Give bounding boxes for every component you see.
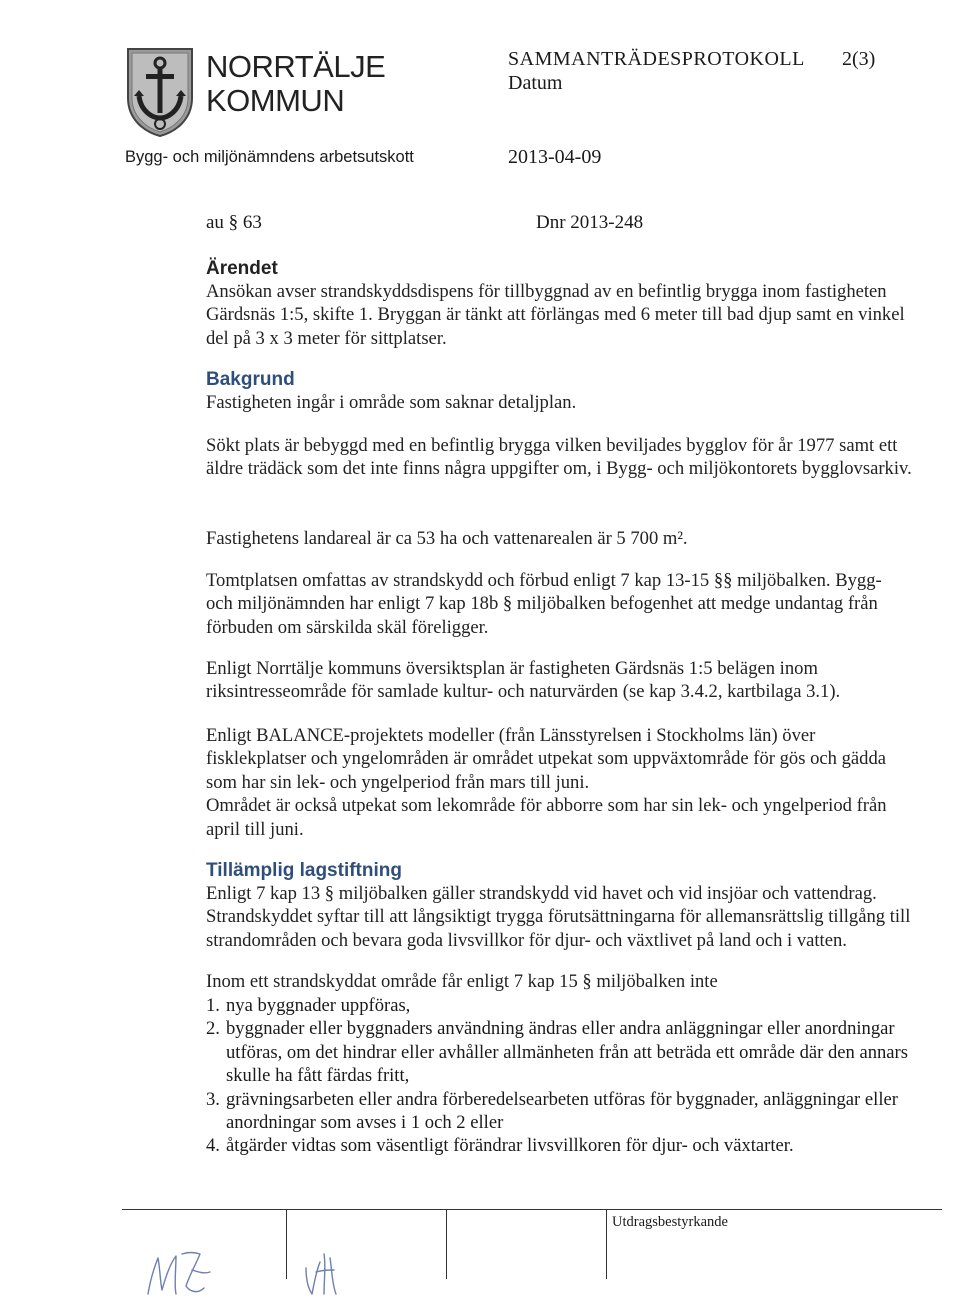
list-item-text: grävningsarbeten eller andra förberedelsearbeten utföras för byggnader, anläggningar eller anordningar som avses i 1 och 2 eller bbox=[226, 1088, 898, 1134]
list-item-text: byggnader eller byggnaders användning ändras eller andra anläggningar eller anordningar utföras, om det hindrar eller avhåller allmänheten från att beträda ett område där den annars skulle ha fått färdas fritt, bbox=[226, 1018, 908, 1087]
paragraph-arendet: Ansökan avser strandskyddsdispens för tillbyggnad av en befintlig brygga inom fastigheten Gärdsnäs 1:5, skifte 1. Bryggan är tänkt att förlängas med 6 meter till bad djup samt en vinkel del på 3 x 3 meter för sittplatser. bbox=[206, 281, 905, 349]
date-label: Datum bbox=[508, 72, 563, 94]
committee-name: Bygg- och miljönämndens arbetsutskott bbox=[125, 148, 414, 166]
municipality-coat-of-arms bbox=[125, 46, 195, 138]
list-item bbox=[206, 1017, 926, 1087]
organization-name bbox=[206, 50, 385, 118]
paragraph-existing-structures: Sökt plats är bebyggd med en befintlig brygga vilken beviljades bygglov för år 1977 samt ett äldre trädäck som det inte finns några uppgifter om, i Bygg- och miljökontorets bygglovsarkiv. bbox=[206, 435, 912, 480]
paragraph-bakgrund: Fastigheten ingår i område som saknar detaljplan. bbox=[206, 392, 577, 413]
handwritten-initials bbox=[140, 1228, 360, 1308]
page-number: 2(3) bbox=[842, 48, 876, 70]
prohibitions-list bbox=[206, 994, 926, 1158]
paragraph-prohibitions-intro: Inom ett strandskyddat område får enligt 7 kap 15 § miljöbalken inte bbox=[206, 971, 718, 992]
organization-name-line1: NORRTÄLJE bbox=[206, 49, 386, 84]
list-item-text: nya byggnader uppföras, bbox=[226, 995, 411, 1016]
footer-divider bbox=[446, 1209, 447, 1279]
document-type: SAMMANTRÄDESPROTOKOLL bbox=[508, 48, 805, 70]
list-item-text: åtgärder vidtas som väsentligt förändrar livsvillkoren för djur- och växtarter. bbox=[226, 1135, 794, 1157]
case-paragraph-number: au § 63 bbox=[206, 212, 262, 233]
list-item-number: 2. bbox=[206, 1018, 220, 1040]
organization-name-line2: KOMMUN bbox=[206, 83, 345, 118]
paragraph-balance-project: Enligt BALANCE-projektets modeller (från Länsstyrelsen i Stockholms län) över fisklekplatser och yngelområden är området utpekat som uppväxtområde för gös och gädda som har sin lek- och yngelperiod från mars till juni. bbox=[206, 725, 887, 793]
case-registration-number: Dnr 2013-248 bbox=[536, 212, 644, 233]
list-item-number: 1. bbox=[206, 995, 220, 1016]
paragraph-property-area: Fastighetens landareal är ca 53 ha och vattenarealen är 5 700 m². bbox=[206, 528, 688, 549]
paragraph-applicable-law: Enligt 7 kap 13 § miljöbalken gäller strandskydd vid havet och vid insjöar och vattendrag. Strandskyddet syftar till att långsiktigt trygga förutsättningarna för allemansrättslig tillgång till strandområden och bevara goda livsvillkor för djur- och växtlivet på land och i vatten. bbox=[206, 883, 911, 951]
list-item-number: 3. bbox=[206, 1088, 220, 1110]
footer-rule bbox=[122, 1209, 942, 1210]
paragraph-perch-spawning: Området är också utpekat som lekområde för abborre som har sin lek- och yngelperiod från april till juni. bbox=[206, 795, 887, 840]
heading-arendet: Ärendet bbox=[206, 258, 278, 279]
list-item bbox=[206, 994, 926, 1017]
list-item bbox=[206, 1134, 926, 1157]
paragraph-fish-spawning bbox=[206, 724, 906, 841]
list-item-number: 4. bbox=[206, 1135, 220, 1157]
list-item bbox=[206, 1088, 926, 1135]
heading-bakgrund: Bakgrund bbox=[206, 369, 295, 390]
paragraph-shore-protection: Tomtplatsen omfattas av strandskydd och förbud enligt 7 kap 13-15 §§ miljöbalken. Bygg- och miljönämnden har enligt 7 kap 18b § miljöbalken befogenhet att medge undantag från förbuden om särskilda skäl föreligger. bbox=[206, 570, 882, 638]
heading-applicable-law: Tillämplig lagstiftning bbox=[206, 860, 402, 881]
footer-divider bbox=[606, 1209, 607, 1279]
certified-extract-label: Utdragsbestyrkande bbox=[612, 1214, 728, 1230]
paragraph-comprehensive-plan: Enligt Norrtälje kommuns översiktsplan är fastigheten Gärdsnäs 1:5 belägen inom riksintresseområde för samlade kultur- och naturvärden (se kap 3.4.2, kartbilaga 3.1). bbox=[206, 658, 841, 703]
meeting-date: 2013-04-09 bbox=[508, 146, 602, 168]
